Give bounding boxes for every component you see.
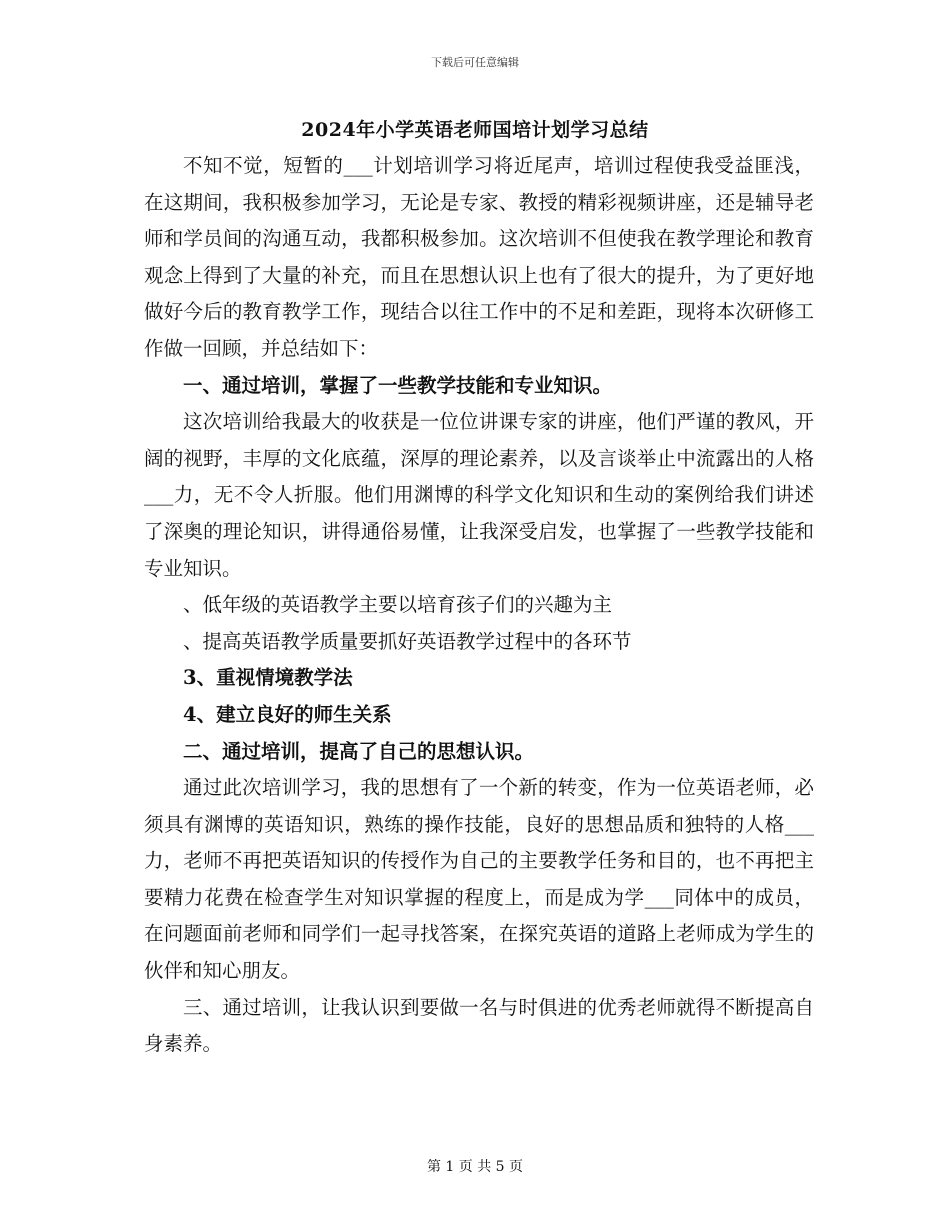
section-paragraph-3: 三、通过培训，让我认识到要做一名与时俱进的优秀老师就得不断提高自身素养。: [144, 995, 814, 1056]
page-number: 第 1 页 共 5 页: [426, 1159, 524, 1175]
document-body: [144, 148, 814, 1063]
subheading: 3、重视情境教学法: [183, 666, 353, 690]
section-heading-1: 一、通过培训，掌握了一些教学技能和专业知识。: [183, 373, 613, 397]
intro-paragraph: 不知不觉，短暂的___计划培训学习将近尾声，培训过程使我受益匪浅，在这期间，我积极参加学习，无论是专家、教授的精彩视频讲座，还是辅导老师和学员间的沟通互动，我都积极参加。这次培训不但使我在教学理论和教育观念上得到了大量的补充，而且在思想认识上也有了很大的提升，为了更好地做好今后的教育教学工作，现结合以往工作中的不足和差距，现将本次研修工作做一回顾，并总结如下：: [144, 154, 814, 360]
list-item: 、低年级的英语教学主要以培育孩子们的兴趣为主: [183, 593, 613, 617]
list-item: 、提高英语教学质量要抓好英语教学过程中的各环节: [183, 629, 632, 653]
subheading: 4、建立良好的师生关系: [183, 702, 392, 726]
page-header-note: 下载后可任意编辑: [431, 56, 519, 69]
document-title: 2024年小学英语老师国培计划学习总结: [301, 119, 649, 141]
body-paragraph: 通过此次培训学习，我的思想有了一个新的转变，作为一位英语老师，必须具有渊博的英语知识，熟练的操作技能，良好的思想品质和独特的人格___力，老师不再把英语知识的传授作为自己的主要教学任务和目的，也不再把主要精力花费在检查学生对知识掌握的程度上，而是成为学___同体中的成员，在问题面前老师和同学们一起寻找答案，在探究英语的道路上老师成为学生的伙伴和知心朋友。: [144, 776, 814, 983]
section-heading-2: 二、通过培训，提高了自己的思想认识。: [183, 739, 535, 763]
body-paragraph: 这次培训给我最大的收获是一位位讲课专家的讲座，他们严谨的教风，开阔的视野，丰厚的文化底蕴，深厚的理论素养，以及言谈举止中流露出的人格___力，无不令人折服。他们用渊博的科学文化知识和生动的案例给我们讲述了深奥的理论知识，讲得通俗易懂，让我深受启发，也掌握了一些教学技能和专业知识。: [144, 410, 814, 580]
